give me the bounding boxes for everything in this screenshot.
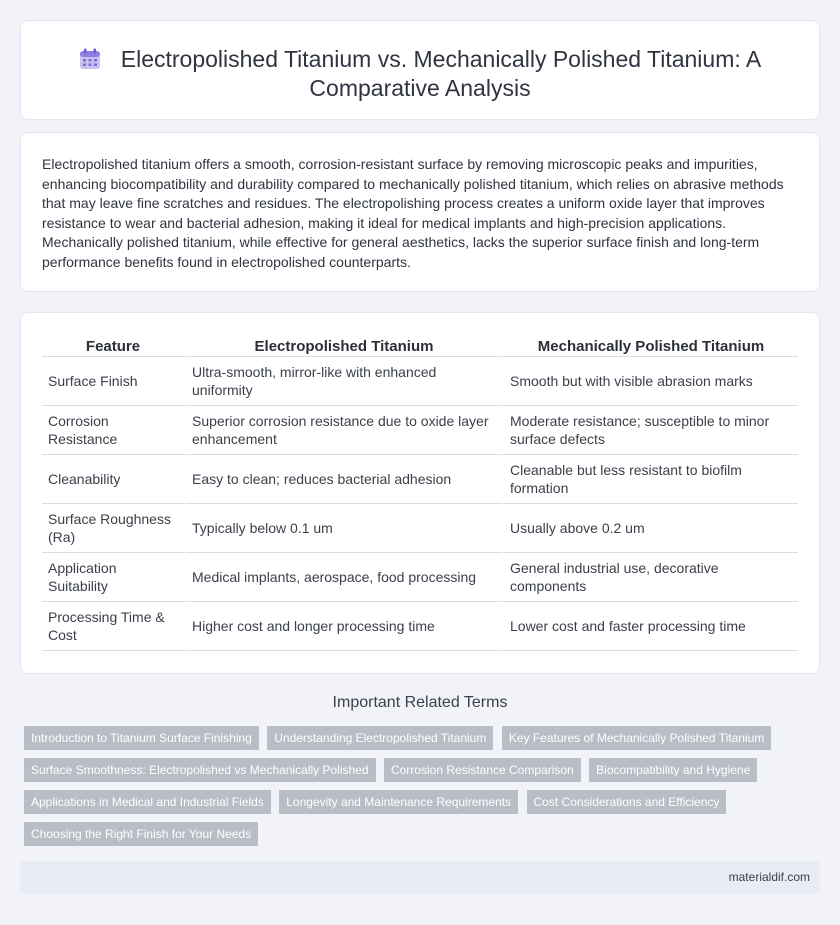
table-cell: Superior corrosion resistance due to oxide layer enhancement <box>184 406 502 455</box>
table-row <box>42 406 798 455</box>
table-row <box>42 602 798 651</box>
page-title: Electropolished Titanium vs. Mechanically Polished Titanium: A Comparative Analysis <box>120 46 762 101</box>
table-row <box>42 553 798 602</box>
table-row <box>42 455 798 504</box>
comparison-table <box>42 335 798 651</box>
related-term-tag[interactable]: Understanding Electropolished Titanium <box>267 726 493 750</box>
table-cell: Easy to clean; reduces bacterial adhesion <box>184 455 502 504</box>
calendar-icon <box>79 48 101 70</box>
header-electropolished: Electropolished Titanium <box>184 335 502 357</box>
title-card <box>20 20 820 120</box>
intro-card <box>20 132 820 292</box>
related-term-tag[interactable]: Choosing the Right Finish for Your Needs <box>24 822 258 846</box>
table-row <box>42 357 798 406</box>
table-cell: Smooth but with visible abrasion marks <box>502 357 798 406</box>
table-cell: Lower cost and faster processing time <box>502 602 798 651</box>
table-cell: Usually above 0.2 um <box>502 504 798 553</box>
related-term-tag[interactable]: Biocompatibility and Hygiene <box>589 758 757 782</box>
related-term-tag[interactable]: Introduction to Titanium Surface Finishing <box>24 726 259 750</box>
table-header-row <box>42 335 798 357</box>
comparison-card <box>20 312 820 674</box>
related-term-tag[interactable]: Longevity and Maintenance Requirements <box>279 790 518 814</box>
table-cell: Surface Roughness (Ra) <box>42 504 184 553</box>
related-term-tag[interactable]: Key Features of Mechanically Polished Titanium <box>502 726 771 750</box>
table-cell: Ultra-smooth, mirror-like with enhanced uniformity <box>184 357 502 406</box>
header-feature: Feature <box>42 335 184 357</box>
table-cell: General industrial use, decorative components <box>502 553 798 602</box>
site-link[interactable]: materialdif.com <box>728 870 810 884</box>
table-cell: Surface Finish <box>42 357 184 406</box>
related-term-tag[interactable]: Cost Considerations and Efficiency <box>527 790 727 814</box>
table-cell: Application Suitability <box>42 553 184 602</box>
related-terms-heading: Important Related Terms <box>332 694 508 711</box>
table-cell: Medical implants, aerospace, food processing <box>184 553 502 602</box>
table-cell: Moderate resistance; susceptible to minor surface defects <box>502 406 798 455</box>
header-mechanically-polished: Mechanically Polished Titanium <box>502 335 798 357</box>
footer <box>20 861 820 894</box>
related-term-tag[interactable]: Corrosion Resistance Comparison <box>384 758 581 782</box>
related-terms-list <box>24 726 824 854</box>
intro-paragraph: Electropolished titanium offers a smooth, corrosion-resistant surface by removing microscopic peaks and impurities, enhancing biocompatibility and durability compared to mechanically polished titanium, which relies on abrasive methods that may leave fine scratches and residues. The electropolishing process creates a uniform oxide layer that improves resistance to wear and bacterial adhesion, making it ideal for medical implants and high-precision applications. Mechanically polished titanium, while effective for general aesthetics, lacks the superior surface finish and long-term performance benefits found in electropolished counterparts. <box>42 156 784 270</box>
table-cell: Cleanability <box>42 455 184 504</box>
table-cell: Processing Time & Cost <box>42 602 184 651</box>
related-term-tag[interactable]: Surface Smoothness: Electropolished vs Mechanically Polished <box>24 758 376 782</box>
table-cell: Typically below 0.1 um <box>184 504 502 553</box>
table-row <box>42 504 798 553</box>
table-cell: Cleanable but less resistant to biofilm formation <box>502 455 798 504</box>
page-title-wrap <box>61 45 779 103</box>
table-cell: Higher cost and longer processing time <box>184 602 502 651</box>
related-term-tag[interactable]: Applications in Medical and Industrial Fields <box>24 790 271 814</box>
table-cell: Corrosion Resistance <box>42 406 184 455</box>
